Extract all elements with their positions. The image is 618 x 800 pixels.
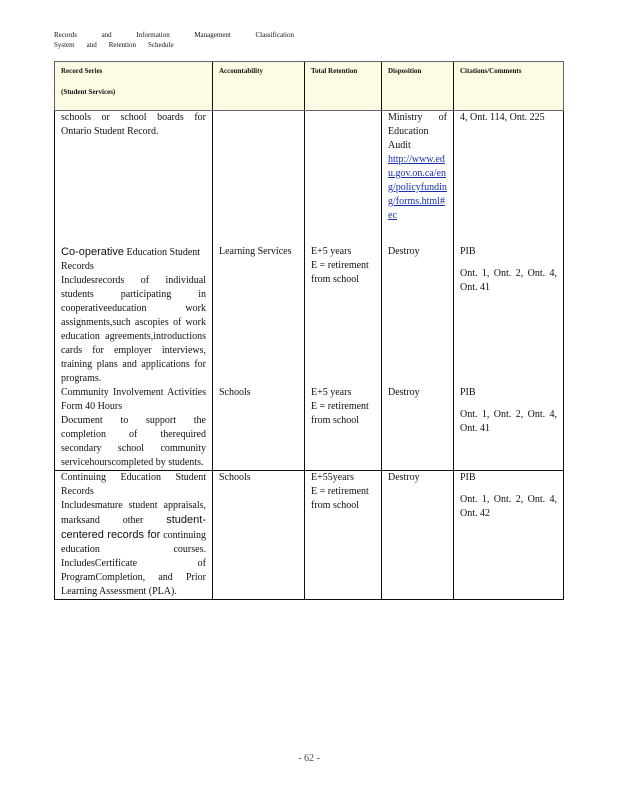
- table-row: [55, 386, 564, 471]
- retention-note: E = retirement from school: [311, 260, 369, 285]
- retention-cell: [305, 111, 382, 224]
- record-series-cell: schools or school boards for Ontario Student Record.: [55, 111, 213, 224]
- header-record-series: [55, 62, 213, 111]
- page-header: [54, 30, 294, 50]
- citation-pib: PIB: [460, 246, 476, 257]
- header-accountability: Accountability: [213, 62, 305, 111]
- header-word: and: [101, 31, 112, 39]
- citation-list: Ont. 1, Ont. 2, Ont. 4, Ont. 42: [460, 494, 557, 519]
- disposition-cell: Destroy: [382, 386, 454, 471]
- header-citations: Citations/Comments: [454, 62, 564, 111]
- record-title: Community Involvement Activities Form 40 Hours: [61, 387, 206, 412]
- header-word: Schedule: [147, 41, 174, 49]
- header-sublabel: (Student Services): [61, 88, 116, 96]
- disposition-cell: Destroy: [382, 245, 454, 386]
- record-description: Includesrecords of individual students participating in cooperativeeducation work assignments,such ascopies of work education agreements,introductions cards for employer interviews, training plans and applications for programs.: [61, 275, 206, 384]
- page-number: - 62 -: [298, 753, 320, 764]
- header-word: Retention: [108, 41, 136, 49]
- retention-cell: [305, 386, 382, 471]
- record-title-part: Education Student Records: [61, 247, 201, 272]
- accountability-cell: Schools: [213, 471, 305, 600]
- table-row: [55, 111, 564, 224]
- record-title-part: Co-operative: [61, 246, 124, 258]
- header-word: System: [54, 41, 75, 49]
- header-word: and: [86, 41, 97, 49]
- record-description-part: Includesmature student appraisals, marksand other: [61, 500, 206, 526]
- record-title: [61, 245, 206, 274]
- retention-period: E+5 years: [311, 387, 352, 398]
- disposition-text: Ministry of Education Audit: [388, 112, 447, 151]
- record-series-cell: [55, 471, 213, 600]
- table-row: [55, 471, 564, 600]
- citation-pib: PIB: [460, 387, 476, 398]
- citations-cell: [454, 471, 564, 600]
- retention-period: E+55years: [311, 472, 354, 483]
- retention-cell: [305, 471, 382, 600]
- retention-period: E+5 years: [311, 246, 352, 257]
- record-description-part: continuing education courses. IncludesCertificate of ProgramCompletion, and Prior Learning Assessment (PLA).: [61, 530, 207, 597]
- header-word: Records: [54, 31, 77, 39]
- accountability-cell: Learning Services: [213, 245, 305, 386]
- record-description-part: student-centered records for: [61, 514, 206, 541]
- header-word: Classification: [255, 31, 294, 39]
- citation-pib: PIB: [460, 472, 476, 483]
- accountability-cell: Schools: [213, 386, 305, 471]
- record-description: [61, 499, 206, 599]
- table-header-row: [55, 62, 564, 111]
- citation-list: Ont. 1, Ont. 2, Ont. 4, Ont. 41: [460, 268, 557, 293]
- policy-link[interactable]: http://www.edu.gov.on.ca/eng/policyfunding/forms.html#ec: [388, 154, 447, 221]
- record-series-cell: [55, 245, 213, 386]
- record-description: Document to support the completion of therequired secondary school community servicehourscompleted by students.: [61, 415, 206, 468]
- record-title: Continuing Education Student Records: [61, 472, 206, 497]
- header-word: Information: [136, 31, 170, 39]
- header-label: Record Series: [61, 67, 103, 75]
- citations-cell: 4, Ont. 114, Ont. 225: [454, 111, 564, 224]
- header-disposition: Disposition: [382, 62, 454, 111]
- citations-cell: [454, 245, 564, 386]
- header-total-retention: Total Retention: [305, 62, 382, 111]
- retention-note: E = retirement from school: [311, 401, 369, 426]
- retention-cell: [305, 245, 382, 386]
- accountability-cell: [213, 111, 305, 224]
- table-row: [55, 245, 564, 386]
- header-word: Management: [194, 31, 231, 39]
- retention-note: E = retirement from school: [311, 486, 369, 511]
- citations-cell: [454, 386, 564, 471]
- citation-list: Ont. 1, Ont. 2, Ont. 4, Ont. 41: [460, 409, 557, 434]
- record-series-cell: [55, 386, 213, 471]
- disposition-cell: Destroy: [382, 471, 454, 600]
- disposition-cell: [382, 111, 454, 224]
- retention-schedule-table: [54, 61, 564, 600]
